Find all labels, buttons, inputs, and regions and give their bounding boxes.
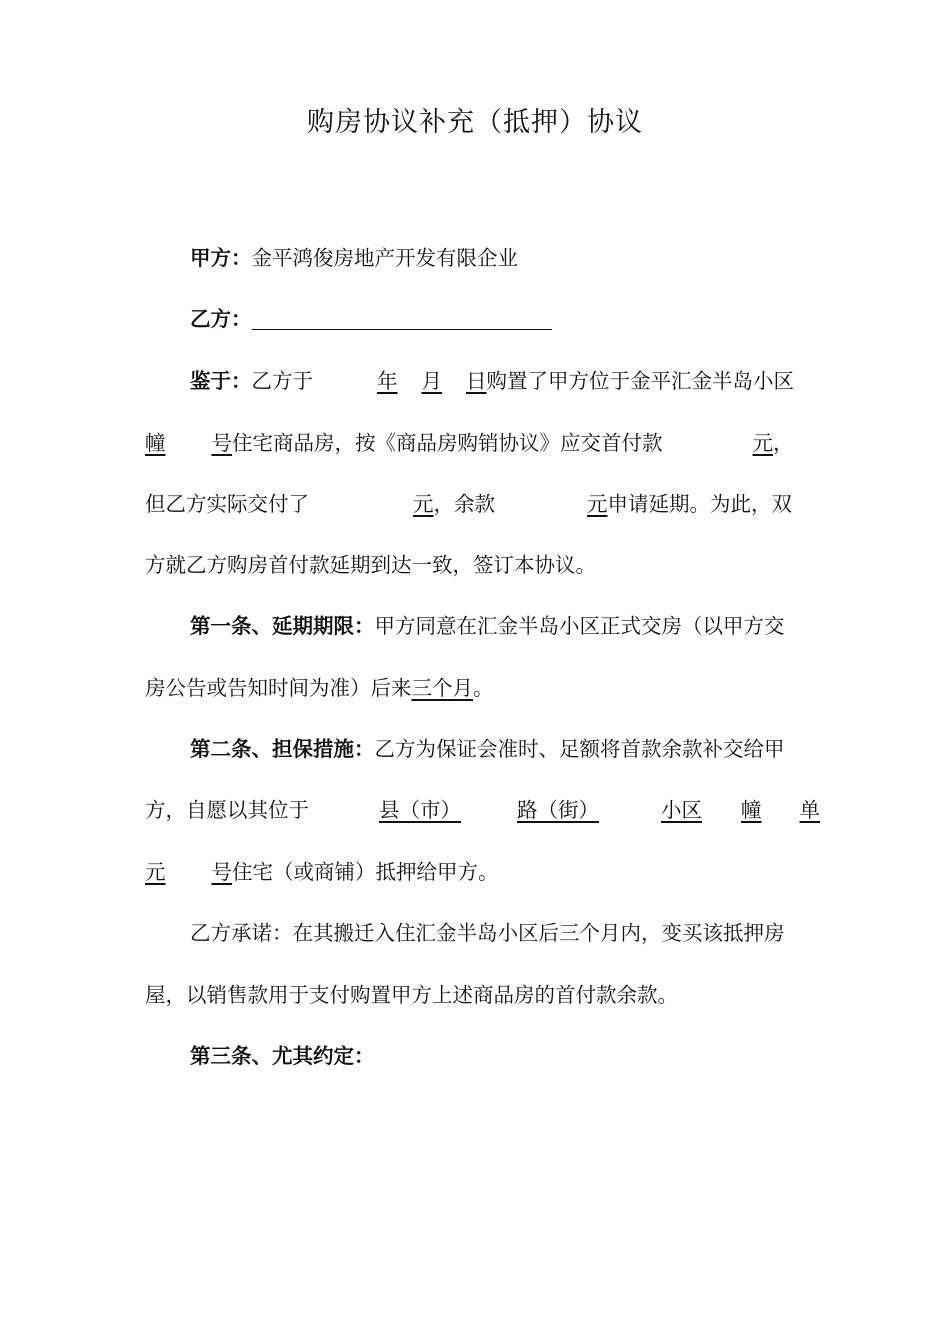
year-label: 年 <box>377 369 398 393</box>
article-2-line-2 <box>145 793 835 827</box>
building-label: 幢 <box>741 798 762 822</box>
article-2-text: 住宅（或商铺）抵押给甲方。 <box>232 860 499 884</box>
down-payment-blank <box>663 431 774 455</box>
article-2-label: 第二条、担保措施： <box>190 737 375 761</box>
article-3-label: 第三条、尤其约定： <box>190 1044 375 1068</box>
article-2-line-3 <box>145 855 835 889</box>
purchase-date-blank <box>313 369 487 393</box>
unit-label: 元 <box>145 860 166 884</box>
article-3-line <box>190 1039 835 1073</box>
party-a-label: 甲方： <box>190 246 252 270</box>
unit-number-blank <box>145 860 232 884</box>
party-a-name: 金平鸿俊房地产开发有限企业 <box>251 246 518 270</box>
unit-label: 单 <box>799 798 820 822</box>
day-label: 日 <box>466 369 487 393</box>
collateral-address-blank <box>309 798 820 822</box>
promise-line-1: 乙方承诺：在其搬迁入住汇金半岛小区后三个月内，变买该抵押房 <box>190 921 785 945</box>
yuan-label: 元 <box>587 492 608 516</box>
whereas-text: 购置了甲方位于金平汇金半岛小区 <box>486 369 794 393</box>
yuan-label: 元 <box>752 431 773 455</box>
party-b-label: 乙方： <box>190 307 252 331</box>
whereas-text: 但乙方实际交付了 <box>145 492 309 516</box>
road-label: 路（街） <box>517 798 599 822</box>
article-2-text: 乙方为保证会准时、足额将首款余款补交给甲 <box>374 737 785 761</box>
whereas-label: 鉴于： <box>190 369 252 393</box>
comma: ， <box>773 431 794 455</box>
article-2-line-1 <box>190 732 835 766</box>
paid-amount-blank <box>309 492 434 516</box>
document-title: 购房协议补充（抵押）协议 <box>307 107 643 138</box>
article-1-line-2 <box>145 671 835 705</box>
whereas-line-3 <box>145 487 835 521</box>
party-b-blank <box>252 307 552 330</box>
whereas-line-4: 方就乙方购房首付款延期到达一致，签订本协议。 <box>145 553 596 577</box>
whereas-text: 住宅商品房，按《商品房购销协议》应交首付款 <box>232 431 663 455</box>
whereas-line-1 <box>190 364 835 398</box>
community-label: 小区 <box>661 798 702 822</box>
article-1-text: 。 <box>473 676 494 700</box>
number-label: 号 <box>211 431 232 455</box>
party-a-line <box>190 241 835 275</box>
promise-line-2: 屋，以销售款用于支付购置甲方上述商品房的首付款余款。 <box>145 983 678 1007</box>
article-1-label: 第一条、延期期限： <box>190 614 375 638</box>
number-label: 号 <box>211 860 232 884</box>
whereas-text: 申请延期。为此，双 <box>607 492 792 516</box>
extension-period: 三个月 <box>411 676 473 700</box>
whereas-text: ，余款 <box>433 492 495 516</box>
county-label: 县（市） <box>379 798 461 822</box>
balance-blank <box>495 492 608 516</box>
month-label: 月 <box>421 369 442 393</box>
whereas-text: 乙方于 <box>251 369 313 393</box>
building-label: 幢 <box>145 431 166 455</box>
yuan-label: 元 <box>413 492 434 516</box>
article-2-text: 方，自愿以其位于 <box>145 798 309 822</box>
party-b-line <box>190 302 835 336</box>
article-1-line-1 <box>190 609 835 643</box>
building-number-blank <box>145 431 232 455</box>
whereas-line-2 <box>145 426 835 460</box>
article-1-text: 甲方同意在汇金半岛小区正式交房（以甲方交 <box>374 614 785 638</box>
article-1-text: 房公告或告知时间为准）后来 <box>145 676 412 700</box>
